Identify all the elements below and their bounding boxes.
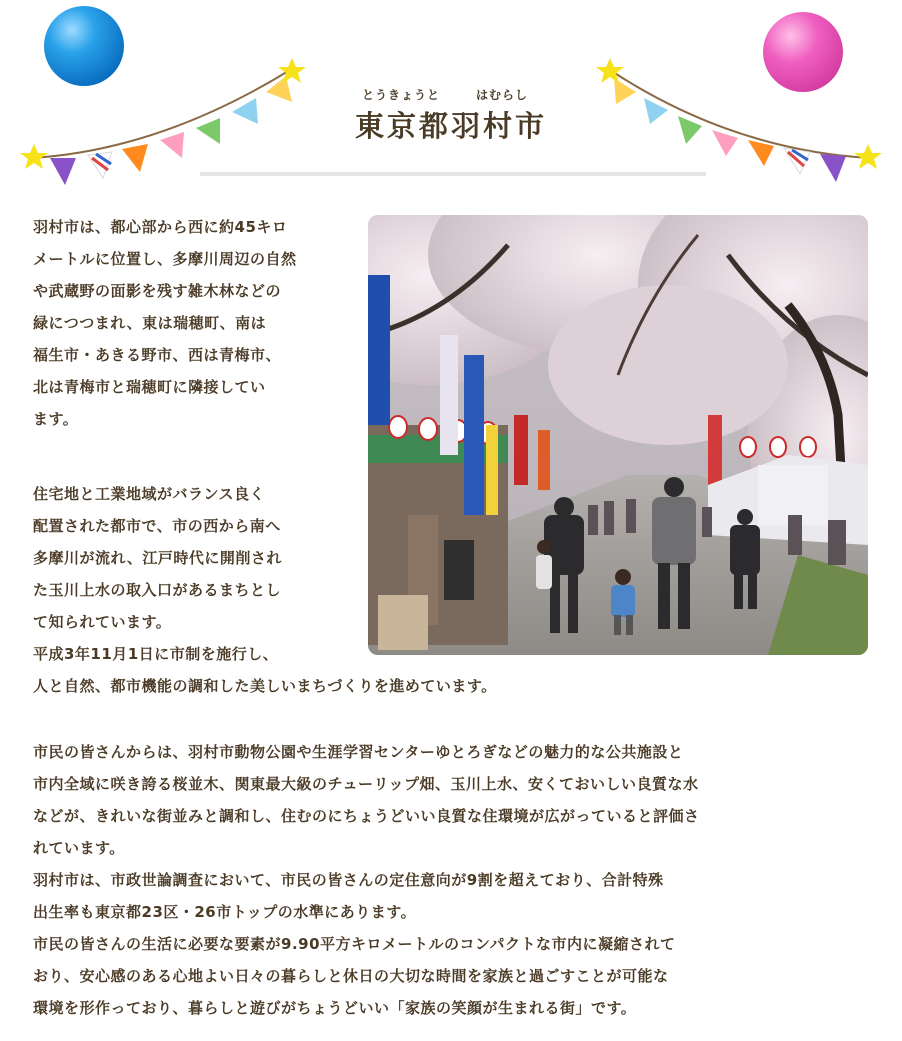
pennant <box>160 132 184 158</box>
pennant <box>748 140 774 166</box>
intro-paragraph: 羽村市は、都心部から西に約45キロ メートルに位置し、多摩川周辺の自然 や武蔵野の面影を残す雑木林などの 緑につつまれ、東は瑞穂町、南は 福生市・あきる野市、西は青梅市、 北は青梅市と瑞穂町に隣接してい ます。 <box>33 218 297 428</box>
ruby-tokyo: とうきょうと <box>362 88 441 102</box>
title-divider <box>200 172 706 176</box>
residents-paragraph: 市民の皆さんからは、羽村市動物公園や生涯学習センターゆとろぎなどの魅力的な公共施設と 市内全域に咲き誇る桜並木、関東最大級のチューリップ畑、玉川上水、安くておいしい良質な水 などが、きれいな街並みと調和し、住むのにちょうどいい良質な住環境が広がっていると評価さ れています。 羽村市は、市政世論調査において、市民の皆さんの定住意向が9割を超えており、合計特殊 出生率も東京都23区・26市トップの水準にあります。 市民の皆さんの生活に必要な要素が9.90平方キロメートルのコンパクトな市内に凝縮されて おり、安心感のある心地よい日々の暮らしと休日の大切な時間を家族と過ごすことが可能な 環境を形作っており、暮らしと遊びがちょうどいい「家族の笑顔が生まれる街」です。 <box>33 743 700 1017</box>
pennant <box>50 158 76 185</box>
right-bunting-garland <box>592 40 892 200</box>
star-icon <box>596 58 624 83</box>
pennant <box>122 144 148 172</box>
left-bunting-garland <box>10 40 320 200</box>
pennant <box>614 78 636 104</box>
pennant <box>232 98 258 124</box>
ruby-hamura: はむらし <box>476 88 529 102</box>
city-paragraph-tail: 人と自然、都市機能の調和した美しいまちづくりを進めています。 <box>33 677 497 695</box>
cherry-blossom-street-photo <box>368 215 868 655</box>
pennant <box>820 154 846 182</box>
page-title: 東京都羽村市 <box>354 109 547 143</box>
page-header <box>300 86 602 145</box>
pennant <box>678 116 702 144</box>
city-paragraph: 住宅地と工業地域がバランス良く 配置された都市で、市の西から南へ 多摩川が流れ、江戸時代に開削され た玉川上水の取入口があるまちとし て知られています。 平成3年11月1日に市制を施行し、 <box>33 485 282 663</box>
title-ruby <box>300 86 602 104</box>
pennant <box>712 130 738 156</box>
pennant <box>266 76 292 102</box>
pennant <box>196 118 220 144</box>
